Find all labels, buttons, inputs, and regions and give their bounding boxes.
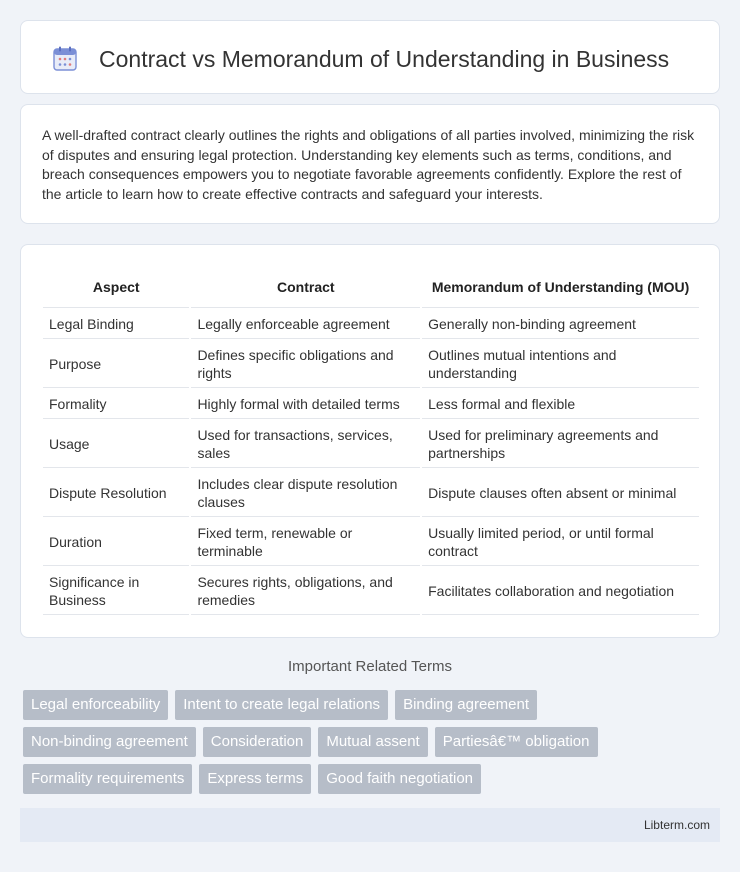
cell-aspect: Usage	[43, 421, 189, 468]
footer	[20, 808, 720, 842]
related-term-tag[interactable]: Mutual assent	[318, 727, 427, 757]
tag-row	[23, 690, 723, 720]
table-row	[43, 519, 699, 566]
related-term-tag[interactable]: Legal enforceability	[23, 690, 168, 720]
table-row	[43, 421, 699, 468]
cell-contract: Secures rights, obligations, and remedies	[191, 568, 420, 615]
cell-mou: Usually limited period, or until formal contract	[422, 519, 699, 566]
related-term-tag[interactable]: Intent to create legal relations	[175, 690, 388, 720]
related-term-tag[interactable]: Good faith negotiation	[318, 764, 481, 794]
cell-contract: Defines specific obligations and rights	[191, 341, 420, 388]
cell-mou: Used for preliminary agreements and partnerships	[422, 421, 699, 468]
cell-contract: Fixed term, renewable or terminable	[191, 519, 420, 566]
tag-row	[23, 764, 723, 794]
column-header-aspect: Aspect	[43, 267, 189, 308]
related-term-tag[interactable]: Non-binding agreement	[23, 727, 196, 757]
cell-contract: Legally enforceable agreement	[191, 310, 420, 339]
related-term-tag[interactable]: Partiesâ€™ obligation	[435, 727, 598, 757]
cell-aspect: Formality	[43, 390, 189, 419]
related-term-tag[interactable]: Express terms	[199, 764, 311, 794]
calendar-icon	[51, 45, 79, 73]
table-row	[43, 341, 699, 388]
comparison-table-card	[20, 244, 720, 638]
cell-aspect: Duration	[43, 519, 189, 566]
comparison-table	[41, 265, 701, 617]
related-term-tag[interactable]: Binding agreement	[395, 690, 537, 720]
cell-mou: Outlines mutual intentions and understanding	[422, 341, 699, 388]
cell-mou: Dispute clauses often absent or minimal	[422, 470, 699, 517]
page-title: Contract vs Memorandum of Understanding in Business	[99, 46, 670, 72]
cell-mou: Generally non-binding agreement	[422, 310, 699, 339]
cell-contract: Highly formal with detailed terms	[191, 390, 420, 419]
cell-mou: Less formal and flexible	[422, 390, 699, 419]
cell-aspect: Legal Binding	[43, 310, 189, 339]
related-term-tag[interactable]: Consideration	[203, 727, 312, 757]
table-row	[43, 310, 699, 339]
header-card	[20, 20, 720, 94]
cell-aspect: Purpose	[43, 341, 189, 388]
cell-contract: Includes clear dispute resolution clauses	[191, 470, 420, 517]
cell-contract: Used for transactions, services, sales	[191, 421, 420, 468]
table-row	[43, 470, 699, 517]
cell-aspect: Significance in Business	[43, 568, 189, 615]
intro-card	[20, 104, 720, 224]
related-terms-list	[23, 690, 723, 801]
column-header-mou: Memorandum of Understanding (MOU)	[422, 267, 699, 308]
related-terms-heading: Important Related Terms	[288, 658, 452, 675]
tag-row	[23, 727, 723, 757]
cell-aspect: Dispute Resolution	[43, 470, 189, 517]
related-term-tag[interactable]: Formality requirements	[23, 764, 192, 794]
column-header-contract: Contract	[191, 267, 420, 308]
table-header-row	[43, 267, 699, 308]
cell-mou: Facilitates collaboration and negotiation	[422, 568, 699, 615]
table-row	[43, 390, 699, 419]
table-row	[43, 568, 699, 615]
intro-paragraph: A well-drafted contract clearly outlines the rights and obligations of all parties involved, minimizing the risk of disputes and ensuring legal protection. Understanding key elements such as terms, conditions, and breach consequences empowers you to negotiate favorable agreements confidently. Explore the rest of the article to learn how to create effective contracts and safeguard your interests.	[42, 127, 695, 202]
footer-site-link[interactable]: Libterm.com	[643, 818, 710, 832]
